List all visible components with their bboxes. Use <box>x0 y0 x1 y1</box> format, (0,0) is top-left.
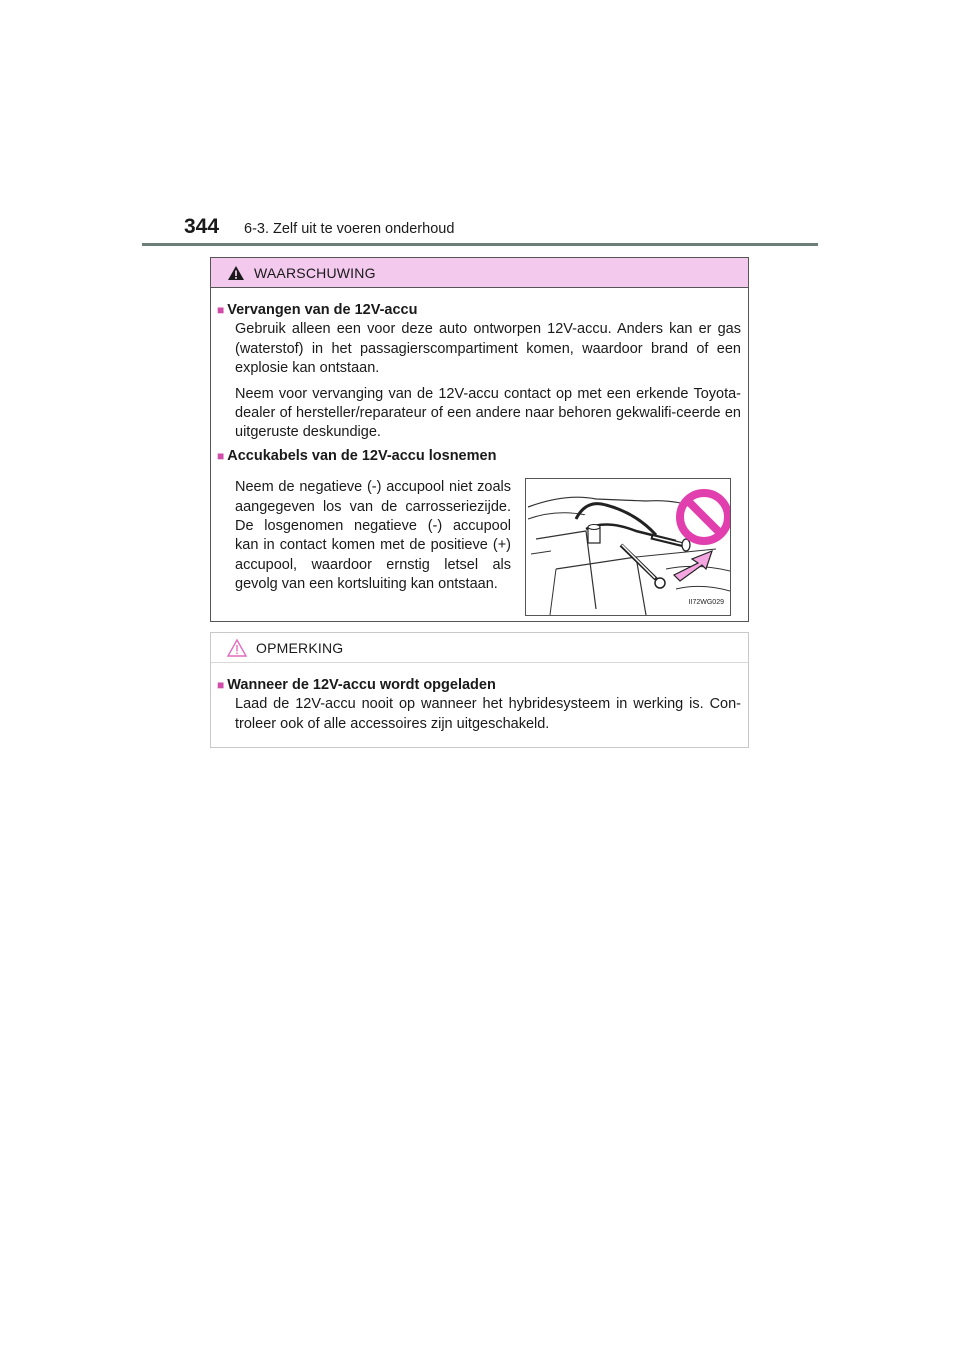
bullet-square-icon: ■ <box>217 678 225 692</box>
page-number: 344 <box>184 215 220 238</box>
warning-triangle-icon <box>227 265 245 281</box>
item-title: Vervangen van de 12V-accu <box>227 302 418 318</box>
item-paragraph: Neem de negatieve (-) accupool niet zoals aangegeven los van de carrosseriezijde. De losgenomen negatieve (-) accupool kan in contact komen met de positieve (+) accupool, waardoor ernstig letsel als gevolg van een kortsluiting kan ontstaan. <box>235 479 511 593</box>
warning-item-battery-replacement <box>217 301 741 443</box>
item-paragraph: Gebruik alleen een voor deze auto ontworpen 12V-accu. Anders kan er gas (waterstof) in het passagierscompartiment komen, waardoor brand of een explosie kan ontstaan. <box>235 321 741 377</box>
warning-header <box>211 258 748 288</box>
item-title-row <box>217 447 741 466</box>
section-title: 6-3. Zelf uit te voeren onderhoud <box>244 221 455 237</box>
warning-body <box>211 288 748 616</box>
battery-cable-illustration <box>525 478 731 616</box>
text-with-figure <box>217 478 741 616</box>
item-title: Accukabels van de 12V-accu losnemen <box>227 447 497 464</box>
item-title-row <box>217 301 741 320</box>
warning-label: WAARSCHUWING <box>254 264 376 281</box>
bullet-square-icon: ■ <box>217 303 225 317</box>
notice-item-charging <box>217 676 741 734</box>
notice-box <box>210 632 749 748</box>
bullet-square-icon: ■ <box>217 448 225 463</box>
notice-body <box>211 663 748 734</box>
notice-label: OPMERKING <box>256 639 344 656</box>
item-paragraph: Laad de 12V-accu nooit op wanneer het hybridesysteem in werking is. Con-troleer ook of alle accessoires zijn uitgeschakeld. <box>235 696 741 732</box>
notice-header <box>211 633 748 663</box>
figure-code: II72WG029 <box>688 598 724 606</box>
item-paragraph: Neem voor vervanging van de 12V-accu contact op met een erkende Toyota-dealer of hersteller/reparateur of een andere naar behoren gekwalifi-ceerde en uitgeruste deskundige. <box>235 385 741 441</box>
item-title: Wanneer de 12V-accu wordt opgeladen <box>227 677 496 693</box>
header-rule <box>142 243 818 246</box>
warning-item-cable-removal <box>217 447 741 616</box>
caution-triangle-outline-icon <box>227 639 247 657</box>
item-title-row <box>217 676 741 695</box>
warning-box <box>210 257 749 622</box>
